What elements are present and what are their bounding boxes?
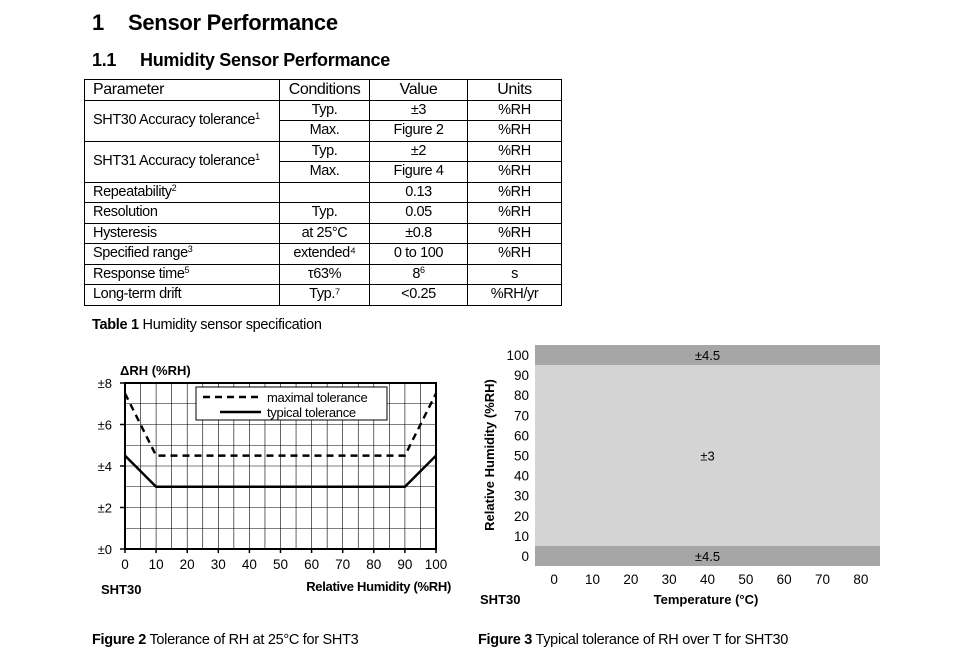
units-cell: %RH bbox=[468, 244, 562, 265]
table-row bbox=[85, 100, 562, 121]
header-parameter: Parameter bbox=[85, 80, 280, 101]
section-title: Sensor Performance bbox=[128, 10, 338, 35]
x-axis-label: Temperature (°C) bbox=[653, 592, 759, 607]
units-cell: s bbox=[468, 264, 562, 285]
y-tick-label: 100 bbox=[506, 348, 529, 364]
param-text: Long-term drift bbox=[93, 286, 182, 303]
param-cell bbox=[85, 100, 280, 141]
value-cell bbox=[370, 162, 468, 183]
param-footnote: 2 bbox=[171, 182, 177, 193]
subsection-number: 1.1 bbox=[92, 50, 117, 70]
param-text: Specified range bbox=[93, 245, 188, 262]
param-cell bbox=[85, 285, 280, 306]
units-cell: %RH bbox=[468, 100, 562, 121]
value-text: ±0.8 bbox=[405, 224, 432, 241]
x-tick-label: 50 bbox=[272, 557, 289, 572]
conditions-cell bbox=[280, 182, 370, 203]
x-tick-label: 0 bbox=[550, 572, 558, 587]
conditions-cell: Typ.⁷ bbox=[280, 285, 370, 306]
figure-3-caption bbox=[478, 632, 788, 648]
value-cell bbox=[370, 244, 468, 265]
param-footnote: 1 bbox=[255, 152, 260, 162]
section-number: 1 bbox=[92, 10, 104, 35]
y-tick-label: 0 bbox=[521, 548, 529, 564]
y-tick-label: 70 bbox=[513, 408, 529, 424]
value-text: Figure 2 bbox=[393, 122, 444, 139]
figure-3-caption-label: Figure 3 bbox=[478, 632, 532, 648]
param-cell bbox=[85, 244, 280, 265]
units-cell: %RH/yr bbox=[468, 285, 562, 306]
legend-maximal-label: maximal tolerance bbox=[267, 390, 368, 405]
x-tick-label: 30 bbox=[661, 572, 677, 587]
table-row bbox=[85, 223, 562, 244]
value-cell bbox=[370, 121, 468, 142]
figure-2-chart bbox=[85, 355, 455, 605]
y-tick-label: 60 bbox=[513, 428, 529, 444]
value-text: ±2 bbox=[410, 142, 427, 159]
table-row bbox=[85, 244, 562, 265]
conditions-cell: extended⁴ bbox=[280, 244, 370, 265]
x-tick-label: 60 bbox=[776, 572, 792, 587]
y-tick-label: 40 bbox=[513, 468, 529, 484]
table-caption bbox=[92, 317, 322, 333]
x-tick-label: 70 bbox=[335, 557, 351, 572]
param-text: SHT31 Accuracy tolerance bbox=[93, 153, 256, 169]
header-value: Value bbox=[370, 80, 468, 101]
humidity-spec-table bbox=[84, 79, 562, 306]
table-row bbox=[85, 182, 562, 203]
conditions-cell: Typ. bbox=[280, 203, 370, 224]
x-tick-label: 20 bbox=[623, 572, 639, 587]
x-tick-label: 80 bbox=[853, 572, 869, 587]
y-tick-label: 10 bbox=[513, 528, 529, 544]
header-conditions: Conditions bbox=[280, 80, 370, 101]
units-cell: %RH bbox=[468, 182, 562, 203]
subsection-heading bbox=[92, 50, 390, 71]
conditions-cell: Typ. bbox=[280, 141, 370, 162]
units-cell: %RH bbox=[468, 141, 562, 162]
model-label: SHT30 bbox=[480, 592, 521, 607]
y-axis-label: Relative Humidity (%RH) bbox=[482, 379, 497, 531]
y-tick-label: 20 bbox=[513, 508, 529, 524]
y-tick-label: 30 bbox=[513, 488, 529, 504]
value-text: 0.13 bbox=[405, 183, 432, 200]
figure-2-caption bbox=[92, 632, 358, 648]
region-label: ±4.5 bbox=[694, 348, 721, 364]
param-cell bbox=[85, 141, 280, 182]
y-tick-label: ±8 bbox=[97, 376, 112, 391]
value-text: ±3 bbox=[410, 101, 427, 118]
value-cell bbox=[370, 223, 468, 244]
y-tick-label: ±0 bbox=[97, 542, 112, 557]
figure-2-caption-text: Tolerance of RH at 25°C for SHT3 bbox=[146, 632, 359, 648]
figure-3-chart bbox=[470, 340, 890, 610]
value-text: <0.25 bbox=[401, 286, 436, 303]
param-text: Repeatability bbox=[93, 183, 172, 200]
units-cell: %RH bbox=[468, 162, 562, 183]
y-tick-label: 50 bbox=[513, 448, 529, 464]
value-cell bbox=[370, 264, 468, 285]
value-cell bbox=[370, 285, 468, 306]
value-text: 8 bbox=[412, 265, 421, 282]
table-row bbox=[85, 285, 562, 306]
header-units: Units bbox=[468, 80, 562, 101]
x-tick-label: 40 bbox=[699, 572, 716, 587]
conditions-cell: τ63% bbox=[280, 264, 370, 285]
units-cell: %RH bbox=[468, 121, 562, 142]
param-text: Resolution bbox=[93, 204, 158, 221]
x-tick-label: 80 bbox=[366, 557, 382, 572]
x-tick-label: 100 bbox=[424, 557, 448, 572]
region-label: ±3 bbox=[700, 448, 715, 464]
units-cell: %RH bbox=[468, 203, 562, 224]
x-tick-label: 0 bbox=[121, 557, 129, 572]
param-cell bbox=[85, 264, 280, 285]
param-text: SHT30 Accuracy tolerance bbox=[93, 112, 256, 128]
conditions-cell: at 25°C bbox=[280, 223, 370, 244]
value-cell bbox=[370, 203, 468, 224]
x-tick-label: 20 bbox=[179, 557, 195, 572]
param-text: Response time bbox=[93, 265, 185, 282]
param-cell bbox=[85, 182, 280, 203]
x-tick-label: 90 bbox=[397, 557, 413, 572]
x-tick-label: 30 bbox=[210, 557, 226, 572]
conditions-cell: Typ. bbox=[280, 100, 370, 121]
param-footnote: 1 bbox=[255, 111, 260, 121]
x-tick-label: 10 bbox=[584, 572, 601, 587]
x-tick-label: 50 bbox=[738, 572, 754, 587]
y-tick-label: ±6 bbox=[97, 417, 112, 433]
figure-2-caption-label: Figure 2 bbox=[92, 632, 146, 648]
y-axis-label: ΔRH (%RH) bbox=[120, 363, 191, 378]
value-text: Figure 4 bbox=[393, 163, 444, 180]
subsection-title: Humidity Sensor Performance bbox=[140, 50, 390, 70]
model-label: SHT30 bbox=[101, 582, 142, 597]
param-cell bbox=[85, 203, 280, 224]
conditions-cell: Max. bbox=[280, 162, 370, 183]
param-cell bbox=[85, 223, 280, 244]
y-tick-label: ±4 bbox=[97, 459, 112, 474]
table-row bbox=[85, 141, 562, 162]
x-axis-label: Relative Humidity (%RH) bbox=[306, 579, 451, 594]
param-text: Hysteresis bbox=[93, 224, 157, 241]
value-cell bbox=[370, 100, 468, 121]
table-caption-label: Table 1 bbox=[92, 317, 139, 333]
value-cell bbox=[370, 182, 468, 203]
x-tick-label: 70 bbox=[814, 572, 831, 587]
param-footnote: 5 bbox=[184, 264, 190, 275]
legend bbox=[196, 387, 387, 420]
param-footnote: 3 bbox=[187, 244, 193, 255]
table-caption-text: Humidity sensor specification bbox=[138, 317, 322, 333]
region-label: ±4.5 bbox=[694, 548, 721, 564]
y-tick-label: 90 bbox=[513, 368, 529, 384]
table-row bbox=[85, 203, 562, 224]
table-header-row bbox=[85, 80, 562, 101]
value-text: 0 to 100 bbox=[393, 245, 444, 262]
x-tick-label: 40 bbox=[241, 557, 257, 572]
units-cell: %RH bbox=[468, 223, 562, 244]
conditions-cell: Max. bbox=[280, 121, 370, 142]
value-footnote: 6 bbox=[420, 264, 425, 275]
x-tick-label: 60 bbox=[304, 557, 320, 572]
section-heading bbox=[92, 10, 338, 36]
value-text: 0.05 bbox=[405, 204, 432, 221]
x-tick-label: 10 bbox=[148, 557, 164, 572]
value-cell bbox=[370, 141, 468, 162]
legend-typical-label: typical tolerance bbox=[267, 405, 356, 420]
figure-3-caption-text: Typical tolerance of RH over T for SHT30 bbox=[532, 632, 789, 648]
table-row bbox=[85, 264, 562, 285]
y-tick-label: 80 bbox=[513, 388, 529, 404]
y-tick-label: ±2 bbox=[97, 500, 112, 516]
